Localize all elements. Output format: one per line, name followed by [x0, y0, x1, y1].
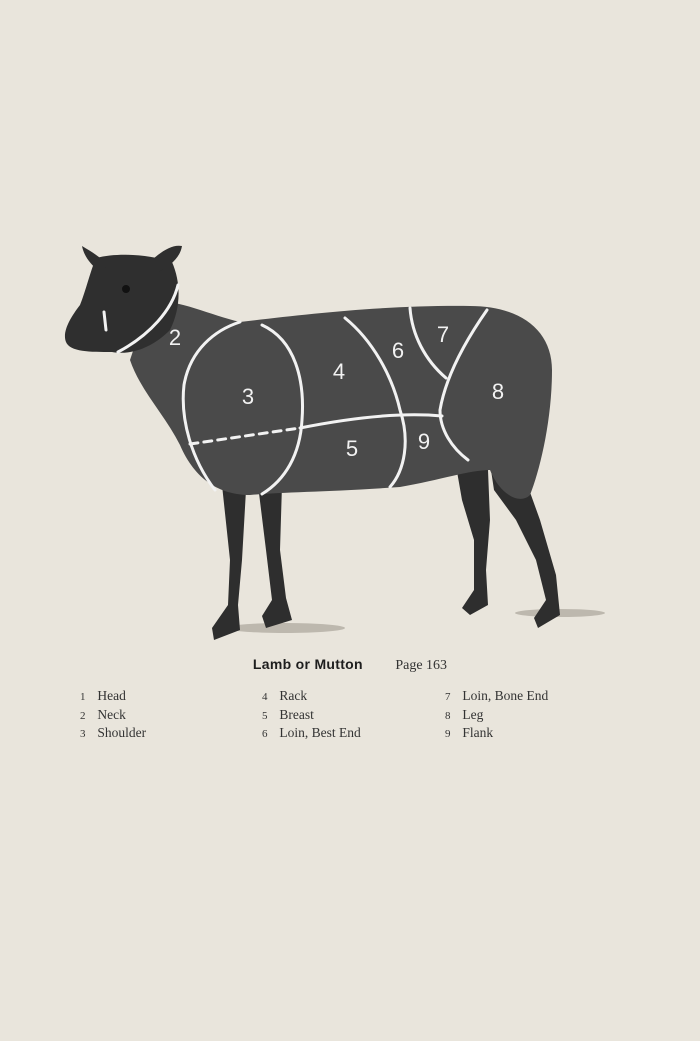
region-number-2: 2 [168, 325, 182, 350]
legend-label: Loin, Best End [279, 725, 361, 740]
region-number-5: 5 [345, 436, 359, 461]
region-number-6: 6 [391, 338, 405, 363]
legend-number: 2 [80, 709, 86, 722]
legend-column-3 [445, 688, 548, 744]
legend-item [445, 725, 548, 744]
legend-item [445, 688, 548, 707]
eye [122, 285, 130, 293]
legend-number: 3 [80, 728, 86, 740]
legend-item [80, 725, 146, 744]
legend-item [262, 725, 361, 744]
caption [0, 656, 700, 674]
region-number-4: 4 [332, 359, 346, 384]
legend-label: Head [97, 688, 126, 703]
ground-shadow [225, 623, 345, 633]
region-number-9: 9 [417, 429, 431, 454]
legend-label: Rack [279, 688, 308, 703]
legend-number: 4 [262, 691, 268, 703]
legend-column-2 [262, 688, 361, 744]
legend-number: 8 [445, 709, 451, 722]
legend-number: 1 [80, 691, 86, 703]
sheep-body [130, 300, 552, 499]
region-number-3: 3 [241, 384, 255, 409]
legend-column-1 [80, 688, 146, 744]
legend-item [80, 707, 146, 726]
legend-number: 9 [445, 728, 451, 740]
legend-item [262, 707, 361, 726]
legend-item [262, 688, 361, 707]
ground-shadow [515, 609, 605, 617]
legend-number: 6 [262, 728, 268, 740]
caption-title: Lamb or Mutton [252, 656, 363, 672]
legend-item [80, 688, 146, 707]
region-number-7: 7 [436, 322, 450, 347]
legend-number: 7 [445, 691, 451, 703]
legend-label: Flank [462, 725, 494, 740]
caption-page: Page 163 [395, 658, 448, 673]
legend-label: Breast [279, 706, 314, 722]
legend-label: Neck [97, 706, 126, 722]
head-marker-line [104, 312, 106, 330]
legend-item [445, 707, 548, 726]
legend-label: Loin, Bone End [462, 688, 549, 703]
legend-label: Leg [462, 706, 484, 722]
legend-number: 5 [262, 709, 268, 722]
legend-label: Shoulder [97, 725, 147, 740]
region-number-8: 8 [491, 379, 505, 404]
